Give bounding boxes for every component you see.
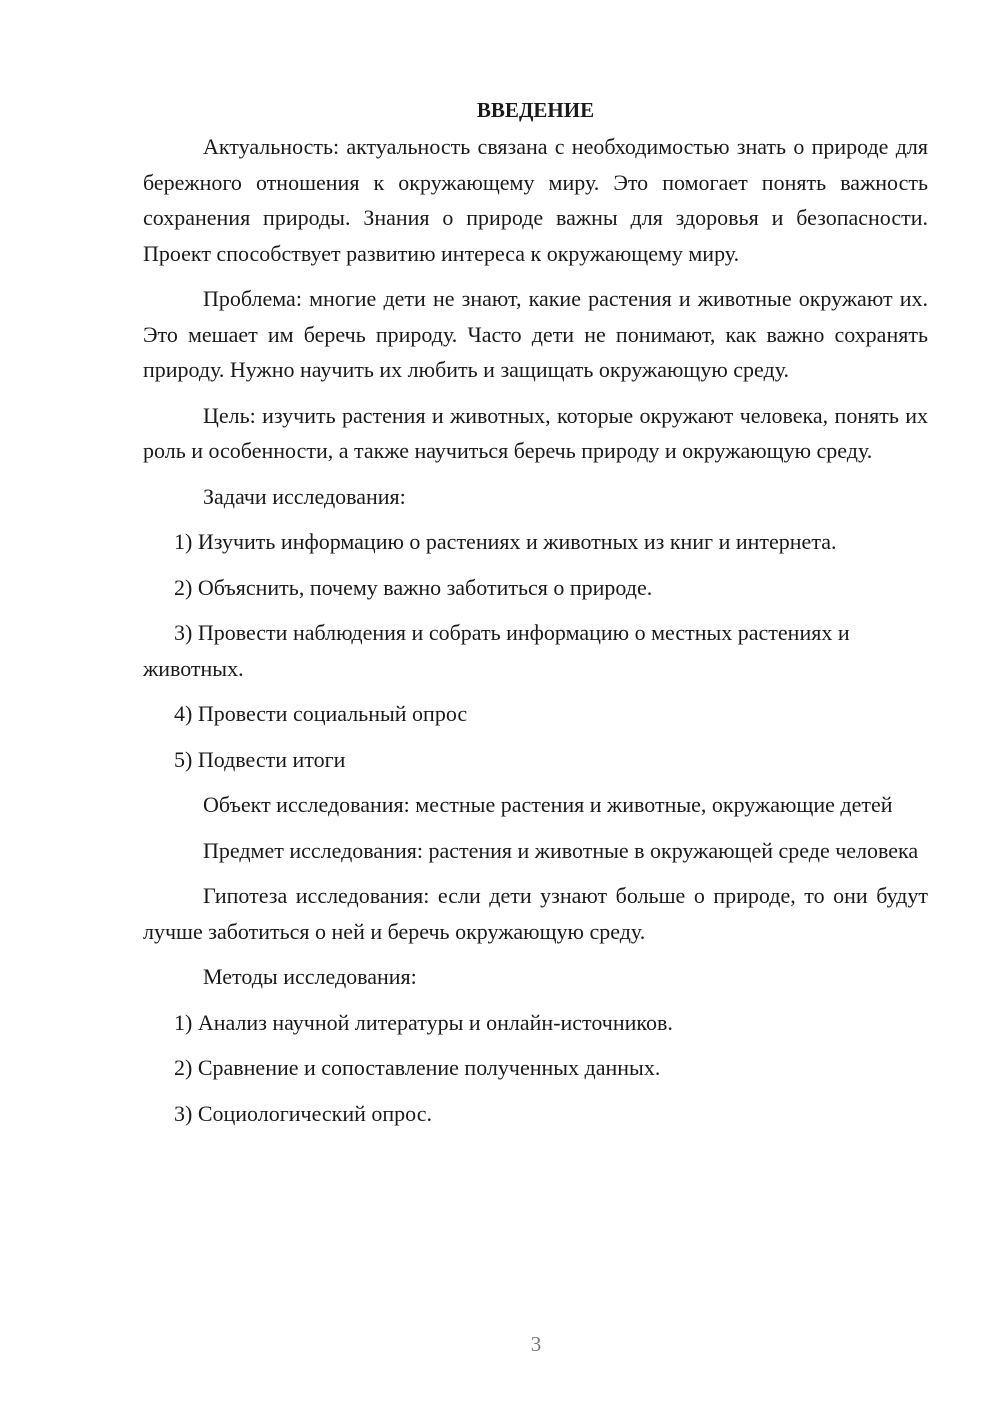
goal-paragraph: Цель: изучить растения и животных, которые окружают человека, понять их роль и особенности, а также научиться беречь природу и окружающую среду. [143, 402, 928, 463]
relevance-paragraph: Актуальность: актуальность связана с необходимостью знать о природе для бережного отношения к окружающему миру. Это помогает понять важность сохранения природы. Знания о природе важны для здоровья и безопасности. Проект способствует развитию интереса к окружающему миру. [143, 134, 928, 266]
method-item-3: 3) Социологический опрос. [174, 1100, 432, 1126]
tasks-heading: Задачи исследования: [203, 483, 406, 509]
page-title: ВВЕДЕНИЕ [476, 98, 595, 122]
method-item-2: 2) Сравнение и сопоставление полученных данных. [174, 1055, 661, 1080]
page-number: 3 [530, 1332, 542, 1356]
method-item-1: 1) Анализ научной литературы и онлайн-источников. [174, 1009, 673, 1035]
document-page [143, 92, 928, 1141]
task-item-1: 1) Изучить информацию о растениях и животных из книг и интернета. [174, 529, 837, 554]
task-item-4: 4) Провести социальный опрос [174, 701, 468, 726]
task-item-5: 5) Подвести итоги [174, 746, 346, 772]
methods-heading: Методы исследования: [203, 964, 417, 989]
task-item-3: 3) Провести наблюдения и собрать информацию о местных растениях и животных. [143, 620, 850, 681]
problem-paragraph: Проблема: многие дети не знают, какие растения и животные окружают их. Это мешает им беречь природу. Часто дети не понимают, как важно сохранять природу. Нужно научить их любить и защищать окружающую среду. [143, 286, 928, 382]
task-item-2: 2) Объяснить, почему важно заботиться о природе. [174, 574, 653, 600]
object-paragraph: Объект исследования: местные растения и животные, окружающие детей [203, 792, 893, 817]
subject-paragraph: Предмет исследования: растения и животные в окружающей среде человека [203, 837, 919, 863]
hypothesis-paragraph: Гипотеза исследования: если дети узнают больше о природе, то они будут лучше заботиться о ней и беречь окружающую среду. [143, 883, 928, 944]
